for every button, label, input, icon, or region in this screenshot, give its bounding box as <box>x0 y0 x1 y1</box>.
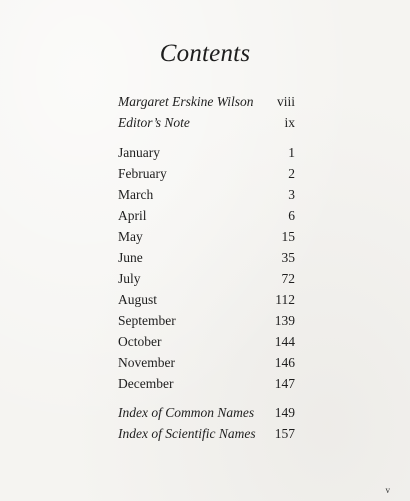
toc-entry-september <box>118 310 295 331</box>
toc-entry-february <box>118 163 295 184</box>
page-folio: v <box>385 485 390 495</box>
toc-entry-page: 112 <box>275 292 295 307</box>
toc-entry-label: October <box>118 334 162 349</box>
toc-entry-page: 3 <box>288 187 295 202</box>
toc-entry-march <box>118 184 295 205</box>
toc-entry-author <box>118 91 295 112</box>
toc-entry-label: Margaret Erskine Wilson <box>118 94 254 109</box>
toc-front-matter <box>118 91 295 133</box>
toc-entry-index-scientific <box>118 423 295 444</box>
toc-entry-label: March <box>118 187 154 202</box>
toc-entry-may <box>118 226 295 247</box>
toc-entry-january <box>118 142 295 163</box>
toc-entry-editors-note <box>118 112 295 133</box>
toc-entry-label: February <box>118 166 167 181</box>
toc-entry-page: 1 <box>288 145 295 160</box>
toc-entry-page: 35 <box>281 250 295 265</box>
toc-entry-page: 6 <box>288 208 295 223</box>
toc-entry-page: 72 <box>281 271 295 286</box>
toc-entry-page: 149 <box>274 405 295 420</box>
toc-entry-page: ix <box>284 115 295 130</box>
toc-entry-index-common <box>118 402 295 423</box>
toc-entry-page: 146 <box>274 355 295 370</box>
toc-entry-april <box>118 205 295 226</box>
toc-entry-label: Index of Common Names <box>118 405 255 420</box>
toc-entry-december <box>118 373 295 394</box>
toc-entry-page: 144 <box>274 334 295 349</box>
toc-entry-page: viii <box>276 94 295 109</box>
toc-entry-october <box>118 331 295 352</box>
toc-entry-label: April <box>118 208 147 223</box>
toc-entry-page: 2 <box>288 166 295 181</box>
toc-entry-page: 147 <box>274 376 295 391</box>
toc-entry-label: Index of Scientific Names <box>118 426 256 441</box>
toc-entry-page: 139 <box>274 313 295 328</box>
toc-months <box>118 142 295 394</box>
toc-entry-page: 15 <box>281 229 295 244</box>
toc-entry-label: Editor’s Note <box>118 115 190 130</box>
toc-entry-june <box>118 247 295 268</box>
toc-entry-label: May <box>118 229 143 244</box>
page-title: Contents <box>159 40 251 67</box>
toc-entry-august <box>118 289 295 310</box>
toc-entry-label: January <box>118 145 160 160</box>
toc-entry-label: November <box>118 355 175 370</box>
toc-entry-july <box>118 268 295 289</box>
toc-entry-label: December <box>118 376 174 391</box>
toc-entry-label: June <box>118 250 143 265</box>
toc-entry-label: July <box>118 271 141 286</box>
toc-back-matter <box>118 402 295 444</box>
toc-entry-page: 157 <box>274 426 295 441</box>
toc-entry-label: September <box>118 313 176 328</box>
toc-entry-november <box>118 352 295 373</box>
toc-entry-label: August <box>118 292 158 307</box>
